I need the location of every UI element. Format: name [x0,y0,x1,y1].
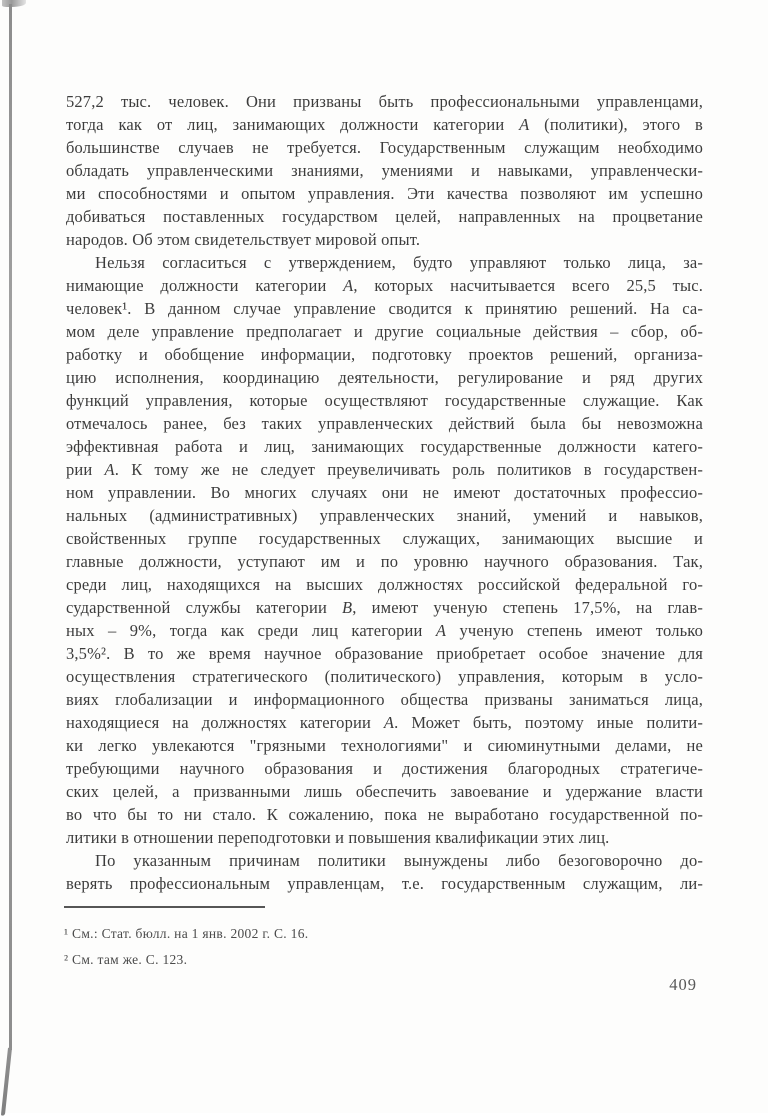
text-line: ном управлении. Во многих случаях они не имеют достаточных профессио- [66,483,703,502]
scan-edge-artifact [9,4,12,1050]
text-line: требующими научного образования и достижения благородных стратегиче- [66,759,703,778]
text-line: ных – 9%, тогда как среди лиц категории А ученую степень имеют только [66,621,703,640]
text-line: большинстве случаев не требуется. Государственным служащим необходимо [66,138,703,157]
text-line: По указанным причинам политики вынуждены либо безоговорочно до- [95,851,703,870]
text-line: рии А. К тому же не следует преувеличивать роль политиков в государствен- [66,460,703,479]
text-line: эффективная работа и лиц, занимающих государственные должности катего- [66,437,703,456]
footnote-divider [64,906,265,908]
text-line: Нельзя согласиться с утверждением, будто управляют только лица, за- [95,253,703,272]
paragraph [66,849,703,895]
text-line: 527,2 тыс. человек. Они призваны быть профессиональными управленцами, [66,92,703,111]
text-line: сударственной службы категории В, имеют ученую степень 17,5%, на глав- [66,598,703,617]
text-line: главные должности, уступают им и по уровню научного образования. Так, [66,552,703,571]
text-line: ских целей, а призванными лишь обеспечить завоевание и удержание власти [66,782,703,801]
text-line: отмечалось ранее, без таких управленческих действий была бы невозможна [66,414,703,433]
text-line: обладать управленческими знаниями, умениями и навыками, управленчески- [66,161,703,180]
text-line: добиваться поставленных государством целей, направленных на процветание [66,207,703,226]
text-line: народов. Об этом свидетельствует мировой опыт. [66,230,421,249]
text-line: находящиеся на должностях категории А. Может быть, поэтому иные полити- [66,713,703,732]
text-line: функций управления, которые осуществляют государственные служащие. Как [66,391,703,410]
text-line: нальных (административных) управленческих знаний, умений и навыков, [66,506,703,525]
text-line: 3,5%². В то же время научное образование приобретает особое значение для [66,644,703,663]
page-number: 409 [669,975,697,994]
text-line: среди лиц, находящихся на высших должностях российской федеральной го- [66,575,703,594]
text-line: виях глобализации и информационного общества призваны заниматься лица, [66,690,703,709]
text-line: работку и обобщение информации, подготовку проектов решений, организа- [66,345,703,364]
paragraph [66,251,703,849]
text-line: цию исполнения, координацию деятельности, регулирование и ряд других [66,368,703,387]
body-text [66,90,703,895]
footnote-2: ² См. там же. С. 123. [64,952,188,967]
text-line: во что бы то ни стало. К сожалению, пока не выработано государственной по- [66,805,703,824]
text-line: тогда как от лиц, занимающих должности категории А (политики), этого в [66,115,703,134]
text-line: человек¹. В данном случае управление сводится к принятию решений. На са- [66,299,703,318]
text-line: ки легко увлекаются "грязными технологиями" и сиюминутными делами, не [66,736,703,755]
text-line: нимающие должности категории А, которых насчитывается всего 25,5 тыс. [66,276,703,295]
scan-edge-bottom-bend [1,1048,12,1116]
footnotes-section [64,906,701,973]
footnote-1: ¹ См.: Стат. бюлл. на 1 янв. 2002 г. С. 16. [64,926,309,941]
text-line: осуществления стратегического (политического) управления, которым в усло- [66,667,703,686]
paragraph [66,90,703,251]
text-line: верять профессиональным управленцам, т.е. государственным служащим, ли- [66,874,703,893]
text-line: свойственных группе государственных служащих, занимающих высшие и [66,529,703,548]
scan-edge-top-smudge [2,0,26,7]
text-line: мом деле управление предполагает и другие социальные действия – сбор, об- [66,322,703,341]
text-line: ми способностями и опытом управления. Эти качества позволяют им успешно [66,184,703,203]
text-line: литики в отношении переподготовки и повышения квалификации этих лиц. [66,828,610,847]
